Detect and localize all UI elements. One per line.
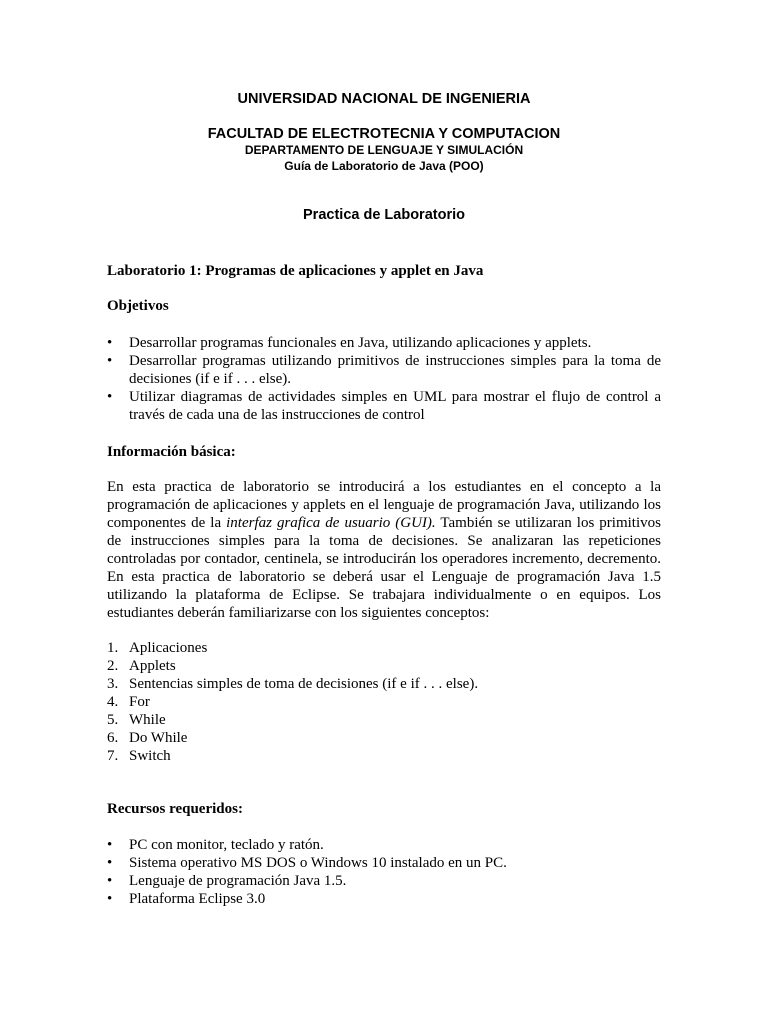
paragraph-line: utilizando la plataforma de Eclipse. Se trabajara individualmente o en equipos. Los: [107, 587, 661, 603]
resource-text: Plataforma Eclipse 3.0: [129, 891, 266, 907]
concept-text: While: [129, 712, 166, 728]
bullet-icon: •: [107, 335, 113, 351]
bullet-icon: •: [107, 389, 113, 405]
objectives-list: [107, 334, 661, 424]
concept-text: Do While: [129, 730, 188, 746]
guide-title: Guía de Laboratorio de Java (POO): [284, 159, 484, 173]
list-item: [107, 747, 661, 765]
paragraph-line: de instrucciones simples para la toma de decisiones. Se analizaran las repeticiones: [107, 533, 661, 549]
basic-info-paragraph: [107, 478, 661, 622]
concept-text: For: [129, 694, 150, 710]
list-item: [107, 729, 661, 747]
objective-text: Desarrollar programas funcionales en Java, utilizando aplicaciones y applets.: [129, 335, 592, 351]
list-item: [107, 854, 661, 872]
list-item: [107, 711, 661, 729]
gui-emphasis: interfaz grafica de usuario (GUI).: [226, 515, 436, 531]
list-item: [107, 872, 661, 890]
bullet-icon: •: [107, 891, 113, 907]
bullet-icon: •: [107, 837, 113, 853]
list-number: 1.: [107, 640, 119, 656]
resource-text: Sistema operativo MS DOS o Windows 10 instalado en un PC.: [129, 855, 507, 871]
list-item: [107, 657, 661, 675]
objective-text: Utilizar diagramas de actividades simples en UML para mostrar el flujo de control a: [129, 389, 661, 405]
paragraph-line: En esta practica de laboratorio se deberá usar el Lenguaje de programación Java 1.5: [107, 569, 661, 585]
resource-text: Lenguaje de programación Java 1.5.: [129, 873, 347, 889]
objectives-heading: Objetivos: [107, 298, 169, 314]
list-item: [107, 352, 661, 388]
concept-text: Switch: [129, 748, 171, 764]
paragraph-text: También se utilizaran los primitivos: [435, 515, 661, 531]
paragraph-line: [107, 514, 661, 532]
department-title: DEPARTAMENTO DE LENGUAJE Y SIMULACIÓN: [244, 143, 524, 157]
bullet-icon: •: [107, 353, 113, 369]
resources-heading: Recursos requeridos:: [107, 801, 243, 817]
paragraph-line: programación de aplicaciones y applets en el lenguaje de programación Java, utilizando los: [107, 497, 661, 513]
resource-text: PC con monitor, teclado y ratón.: [129, 837, 324, 853]
list-item: [107, 836, 661, 854]
objective-text: Desarrollar programas utilizando primitivos de instrucciones simples para la toma de: [129, 353, 661, 369]
list-item: [107, 639, 661, 657]
list-number: 2.: [107, 658, 119, 674]
list-number: 5.: [107, 712, 119, 728]
list-item: [107, 334, 661, 352]
list-number: 6.: [107, 730, 119, 746]
list-item: [107, 890, 661, 908]
list-item: [107, 388, 661, 424]
basic-info-heading: Información básica:: [107, 444, 236, 460]
bullet-icon: •: [107, 873, 113, 889]
paragraph-line: En esta practica de laboratorio se introducirá a los estudiantes en el concepto a la: [107, 479, 661, 495]
faculty-title: FACULTAD DE ELECTROTECNIA Y COMPUTACION: [207, 126, 561, 142]
paragraph-line: controladas por contador, centinela, se introducirán los operadores incremento, decremento.: [107, 551, 661, 567]
objective-text: decisiones (if e if . . . else).: [129, 371, 292, 387]
list-number: 7.: [107, 748, 119, 764]
concept-text: Applets: [129, 658, 176, 674]
objective-text: través de cada una de las instrucciones de control: [129, 407, 425, 423]
lab-title: Laboratorio 1: Programas de aplicaciones y applet en Java: [107, 263, 484, 279]
paragraph-line: estudiantes deberán familiarizarse con los siguientes conceptos:: [107, 605, 490, 621]
list-number: 4.: [107, 694, 119, 710]
bullet-icon: •: [107, 855, 113, 871]
concepts-list: [107, 639, 661, 765]
list-item: [107, 675, 661, 693]
list-item: [107, 693, 661, 711]
concept-text: Sentencias simples de toma de decisiones (if e if . . . else).: [129, 676, 479, 692]
paragraph-text: componentes de la: [107, 515, 227, 531]
practice-title: Practica de Laboratorio: [303, 207, 465, 223]
resources-list: [107, 836, 661, 908]
university-title: UNIVERSIDAD NACIONAL DE INGENIERIA: [237, 91, 531, 107]
list-number: 3.: [107, 676, 119, 692]
concept-text: Aplicaciones: [129, 640, 208, 656]
